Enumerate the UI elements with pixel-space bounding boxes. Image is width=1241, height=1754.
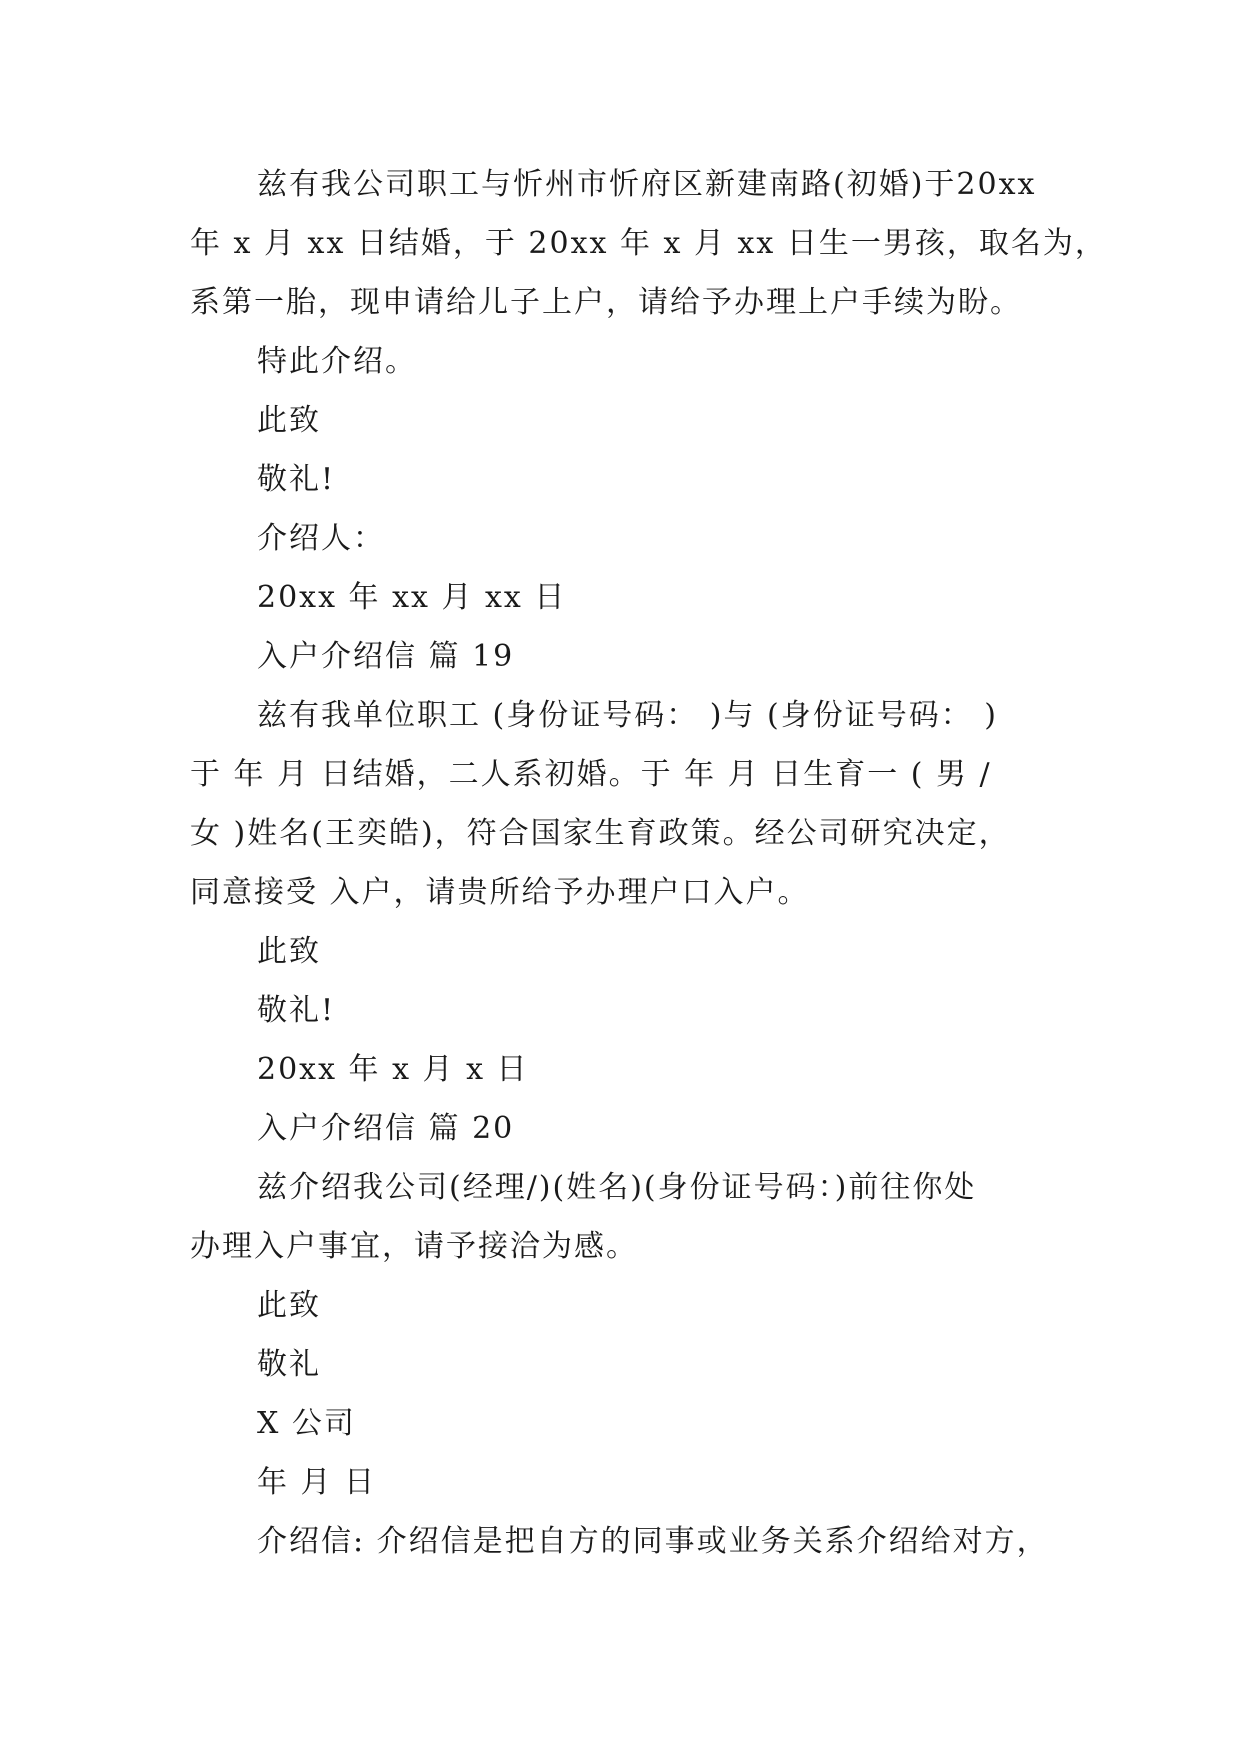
paragraph-line: 兹介绍我公司(经理/)(姓名)(身份证号码：)前往你处 <box>257 1170 977 1205</box>
salutation-line: 此致 <box>257 1288 321 1323</box>
salutation-line: 敬礼 <box>257 1347 321 1382</box>
date-line: 20xx 年 xx 月 xx 日 <box>257 580 567 615</box>
paragraph-line: 兹有我单位职工 (身份证号码： )与 (身份证号码： ) <box>257 698 998 733</box>
paragraph-line: 办理入户事宜，请予接洽为感。 <box>190 1229 638 1264</box>
section-heading: 入户介绍信 篇 20 <box>257 1111 515 1146</box>
date-line: 20xx 年 x 月 x 日 <box>257 1052 529 1087</box>
closing-line: 特此介绍。 <box>257 344 417 379</box>
paragraph-line: 年 x 月 xx 日结婚，于 20xx 年 x 月 xx 日生一男孩，取名为， <box>190 226 1107 261</box>
paragraph-line: 介绍信: 介绍信是把自方的同事或业务关系介绍给对方， <box>257 1524 1049 1559</box>
paragraph-line: 女 )姓名(王奕皓)，符合国家生育政策。经公司研究决定， <box>190 816 1011 851</box>
paragraph-line: 于 年 月 日结婚，二人系初婚。于 年 月 日生育一 ( 男 / <box>190 757 992 792</box>
salutation-line: 此致 <box>257 934 321 969</box>
date-line: 年 月 日 <box>257 1465 377 1500</box>
paragraph-line: 兹有我公司职工与忻州市忻府区新建南路(初婚)于20xx <box>257 167 1037 202</box>
section-heading: 入户介绍信 篇 19 <box>257 639 515 674</box>
salutation-line: 敬礼! <box>257 993 336 1028</box>
paragraph-line: 同意接受 入户，请贵所给予办理户口入户。 <box>190 875 810 910</box>
signature-line: X 公司 <box>257 1406 356 1441</box>
paragraph-line: 系第一胎，现申请给儿子上户，请给予办理上户手续为盼。 <box>190 285 1022 320</box>
salutation-line: 此致 <box>257 403 321 438</box>
signature-line: 介绍人： <box>257 521 385 556</box>
salutation-line: 敬礼! <box>257 462 336 497</box>
